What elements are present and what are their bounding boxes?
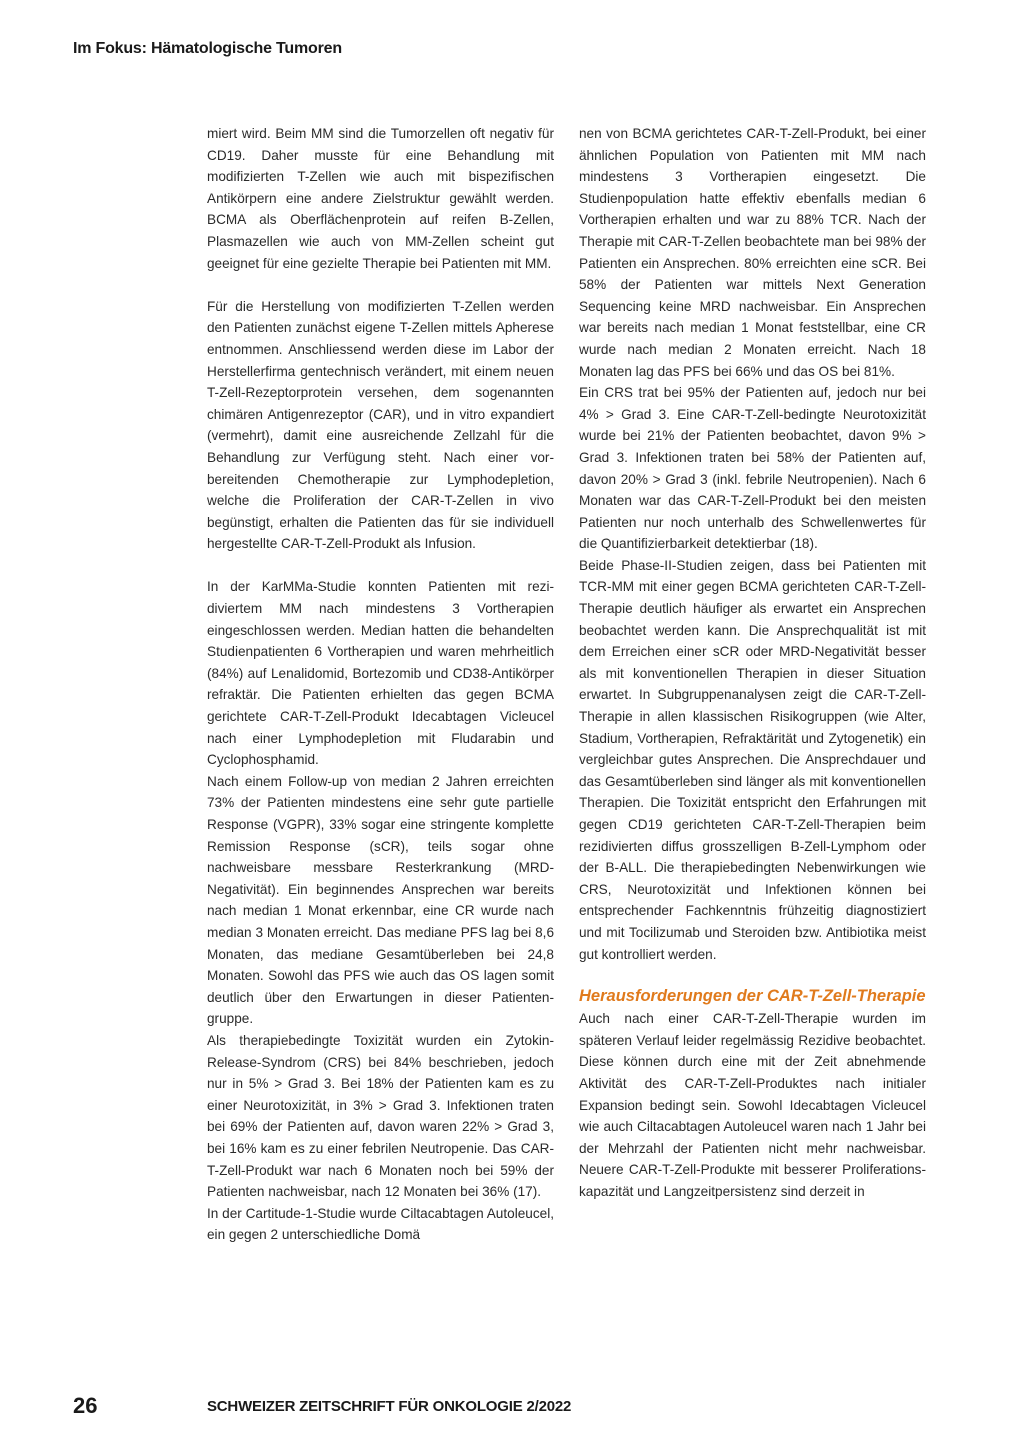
section-heading: Herausforderungen der CAR-T-Zell-Therapie (579, 987, 926, 1006)
left-column (207, 123, 554, 1246)
paragraph: In der Cartitude-1-Studie wurde Ciltacabtagen Autoleucel, ein gegen 2 unterschiedliche Domä (207, 1205, 554, 1243)
paragraph: In der KarMMa-Studie konnten Patienten mit rezidiviertem MM nach mindestens 3 Vortherapien eingeschlossen werden. Median hatten die behandelten Studienpatienten 6 Vortherapien und waren mehrheitlich (84%) auf Lenalidomid, Bortezomib und CD38-Antikörper refraktär. Die Patienten erhielten das gegen BCMA gerichtete CAR-T-Zell-Produkt Idecabtagen Vicleucel nach einer Lymphodepletion mit Fludarabin und Cyclophosphamid. (207, 579, 554, 768)
paragraph: Nach einem Follow-up von median 2 Jahren erreichten 73% der Patienten mindestens eine sehr gute partielle Response (VGPR), 33% sogar eine stringente komplette Remission Response (sCR), teils sogar ohne nachweisbare messbare Resterkrankung (MRD-Negativität). Ein beginnendes Ansprechen war bereits nach median 1 Monat erkennbar, eine CR wurde nach median 3 Monaten erreicht. Das mediane PFS lag bei 8,6 Monaten, das mediane Gesamtüberleben bei 24,8 Monaten. Sowohl das PFS wie auch das OS lagen somit deutlich über den Erwartungen in dieser Patientengruppe. (207, 773, 554, 1027)
paragraph: nen von BCMA gerichtetes CAR-T-Zell-Produkt, bei einer ähnlichen Population von Patienten mit MM nach mindestens 3 Vortherapien eingesetzt. Die Studienpopulation hatte effektiv ebenfalls median 6 Vortherapien erhalten und war zu 88% TCR. Nach der Therapie mit CAR-T-Zellen beobachtete man bei 98% der Patienten ein Ansprechen. 80% erreichten eine sCR. Bei 58% der Patienten war mittels Next Generation Sequencing keine MRD nachweisbar. Ein Ansprechen war bereits nach median 1 Monat feststellbar, eine CR wurde nach median 2 Monaten erreicht. Nach 18 Monaten lag das PFS bei 66% und das OS bei 81%. (579, 126, 926, 379)
paragraph: Für die Herstellung von modifizierten T-Zellen werden den Patienten zunächst eigene T-Zellen mittels Apherese entnommen. Anschliessend werden diese im Labor der Herstellerfirma gentechnisch verändert, mit einem neuen T-Zell-Rezeptorprotein versehen, dem sogenannten chimären Antigenrezeptor (CAR), und in vitro expandiert (vermehrt), damit eine ausreichende Zellzahl für die Behandlung zur Verfügung steht. Nach einer vorbereitenden Chemotherapie zur Lymphodepletion, welche die Proliferation der CAR-T-Zellen in vivo begünstigt, erhalten die Patienten das für sie individuell hergestellte CAR-T-Zell-Produkt als Infusion. (207, 298, 554, 552)
paragraph: Auch nach einer CAR-T-Zell-Therapie wurden im späteren Verlauf leider regelmässig Rezidive beobachtet. Diese können durch eine mit der Zeit abnehmende Aktivität des CAR-T-Zell-Produktes nach initialer Expansion bedingt sein. Sowohl Idecabtagen Vicleucel wie auch Ciltacabtagen Autoleucel waren nach 1 Jahr bei der Mehrzahl der Patienten nicht mehr nachweisbar. Neuere CAR-T-Zell-Produkte mit besserer Proliferationskapazität und Langzeitpersistenz sind derzeit in (579, 1011, 926, 1199)
running-title: Im Fokus: Hämatologische Tumoren (73, 40, 342, 57)
paragraph: Als therapiebedingte Toxizität wurden ein Zytokin-Release-Syndrom (CRS) bei 84% beschrieben, jedoch nur in 5% > Grad 3. Bei 18% der Patienten kam es zu einer Neurotoxizität, in 3% > Grad 3. Infektionen traten bei 69% der Patienten auf, davon waren 22% > Grad 3, bei 16% kam es zu einer febrilen Neutropenie. Das CAR-T-Zell-Produkt war nach 6 Monaten noch bei 59% der Patienten nachweisbar, nach 12 Monaten bei 36% (17). (207, 1032, 554, 1200)
right-column (579, 123, 926, 1203)
paragraph: Ein CRS trat bei 95% der Patienten auf, jedoch nur bei 4% > Grad 3. Eine CAR-T-Zell-bedingte Neurotoxizität wurde bei 21% der Patienten beobachtet, davon 9% > Grad 3. Infektionen traten bei 58% der Patienten auf, davon 20% > Grad 3 (inkl. febrile Neutropenien). Nach 6 Monaten war das CAR-T-Zell-Produkt bei den meisten Patienten nur noch unterhalb des Schwellenwertes für die Quantifizierbarkeit detektierbar (18). (579, 385, 926, 552)
journal-title: SCHWEIZER ZEITSCHRIFT FÜR ONKOLOGIE 2/2022 (207, 1398, 572, 1415)
page-number: 26 (73, 1393, 98, 1418)
paragraph: Beide Phase-II-Studien zeigen, dass bei Patienten mit TCR-MM mit einer gegen BCMA gerichteten CAR-T-Zell-Therapie deutlich häufiger als erwartet ein Ansprechen beobachtet werden kann. Die Ansprechqualität ist mit dem Erreichen einer sCR oder MRD-Negativität besser als mit konventionellen Therapien in dieser Situation erwartet. In Subgruppenanalysen zeigt die CAR-T-Zell-Therapie in allen klassischen Risikogruppen (wie Alter, Stadium, Vortherapien, Refraktärität und Zytogenetik) ein vergleichbar gutes Ansprechen. Die Ansprechdauer und das Gesamtüberleben sind länger als mit konventionellen Therapien. Die Toxizität entspricht den Erfahrungen mit gegen CD19 gerichteten CAR-T-Zell-Therapien beim rezidivierten diffus grosszelligen B-Zell-Lymphom oder der B-ALL. Die therapiebedingten Nebenwirkungen wie CRS, Neurotoxizität und Infektionen können bei entsprechender Fachkenntnis frühzeitig diagnostiziert und mit Tocilizumab und Steroiden bzw. Antibiotika meist gut kontrolliert werden. (579, 557, 926, 962)
paragraph: miert wird. Beim MM sind die Tumorzellen oft negativ für CD19. Daher musste für eine Behandlung mit modifizierten T-Zellen wie auch mit bispezifischen Antikörpern eine andere Zielstruktur gewählt werden. BCMA als Oberflächenprotein auf reifen B-Zellen, Plasmazellen wie auch von MM-Zellen scheint gut geeignet für eine gezielte Therapie bei Patienten mit MM. (207, 126, 554, 271)
